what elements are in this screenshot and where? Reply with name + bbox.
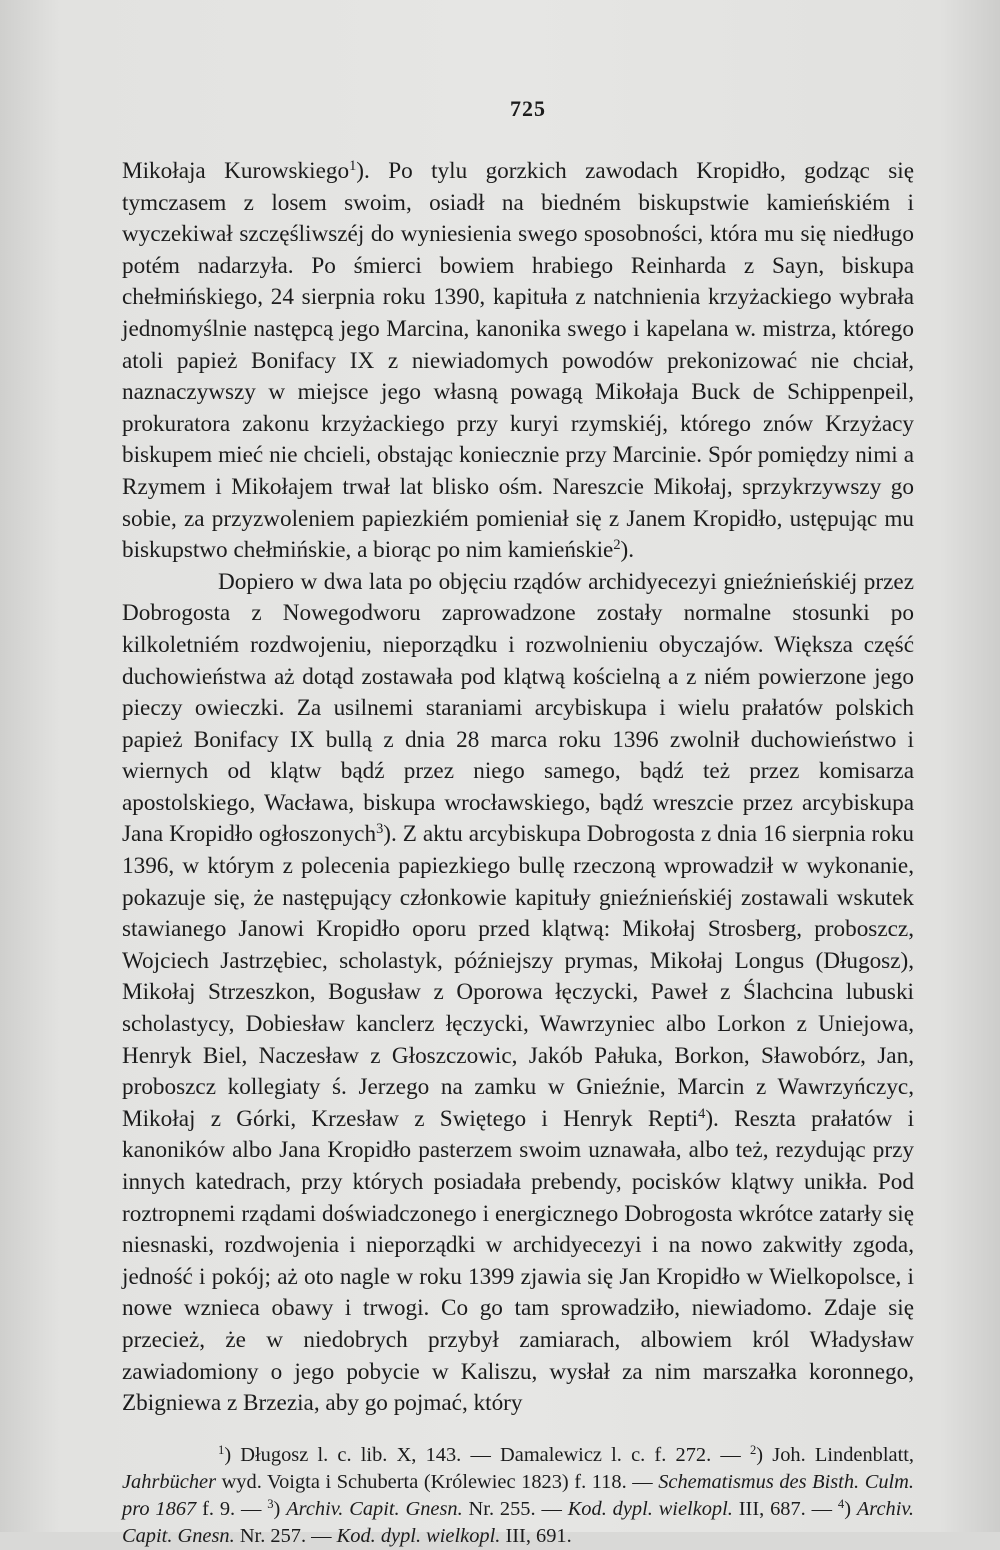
text-run: Nr. 257. —	[234, 1524, 337, 1547]
footnote-marker: 1	[218, 1442, 225, 1457]
text-run: )	[273, 1497, 287, 1520]
italic-text: Jahrbücher	[122, 1470, 216, 1493]
text-run: ).	[620, 537, 635, 564]
footnote-marker: 4	[837, 1496, 845, 1511]
italic-text: Schematismus des Bisth. Culm. pro 1867	[122, 1470, 914, 1520]
text-run: Nr. 255. —	[462, 1497, 568, 1520]
body-paragraph	[122, 156, 914, 567]
page-number: 725	[510, 96, 546, 121]
italic-text: Kod. dypl. wielkopl.	[567, 1497, 733, 1520]
text-run: ). Z aktu arcybiskupa Dobrogosta z dnia 16 sierpnia roku 1396, w którym z polecenia papiezkiego bullę rzeczoną wprowadził w wykonanie, pokazuje się, że następujący członkowie kapituły gnieźnieńskiéj zostawali wskutek stawianego Janowi Kropidło oporu przed klątwą: Mikołaj Strosberg, proboszcz, Wojciech Jastrzębiec, scholastyk, późniejszy prymas, Mikołaj Longus (Długosz), Mikołaj Strzeszkon, Bogusław z Oporowa łęczycki, Paweł z Ślachcina lubuski scholastycy, Dobiesław kanclerz łęczycki, Wawrzyniec albo Lorkon z Uniejowa, Henryk Biel, Naczesław z Głoszczowic, Jakób Pałuka, Borkon, Sławobórz, Jan, proboszcz kollegiaty ś. Jerzego na zamku w Gnieźnie, Marcin z Wawrzyńczyc, Mikołaj z Górki, Krzesław z Swiętego i Henryk Repti	[122, 821, 914, 1132]
text-run: wyd. Voigta i Schuberta (Królewiec 1823) f. 118. —	[216, 1470, 659, 1493]
text-run: ) Długosz l. c. lib. X, 143. — Damalewicz l. c. f. 272. —	[224, 1443, 750, 1466]
text-run: Dopiero w dwa lata po objęciu rządów archidyecezyi gnieźnieńskiéj przez Dobrogosta z Nowegodworu zaprowadzone zostały normalne stosunki po kilkoletniém rozdwojeniu, nieporządku i rozwolnieniu obyczajów. Większa część duchowieństwa aż dotąd zostawała pod klątwą kościelną a z niém powierzone jego pieczy owieczki. Za usilnemi staraniami arcybiskupa i wielu prałatów polskich papież Bonifacy IX bullą z dnia 28 marca roku 1396 zwolnił duchowieństwo i wiernych od klątw bądź przez niego samego, bądź też przez komisarza apostolskiego, Wacława, biskupa wrocławskiego, bądź wreszcie przez arcybiskupa Jana Kropidło ogłoszonych	[122, 568, 914, 848]
text-run: Mikołaja Kurowskiego	[122, 158, 350, 184]
italic-text: Archiv. Capit. Gnesn.	[286, 1497, 463, 1520]
body-text	[122, 156, 914, 1420]
text-run: ) Joh. Lindenblatt,	[756, 1443, 914, 1466]
text-run: ). Reszta prałatów i kanoników albo Jana Kropidło pasterzem swoim uznawała, albo też, rezydując przy innych katedrach, przy których posiadała prebendy, pocisków klątwy unikła. Pod roztropnemi rządami doświadczonego i energicznego Dobrogosta wkrótce zatarły się niesnaski, rozdwojenia i nieporządki w archidyecezyi i na nowo zakwitły zgoda, jedność i pokój; aż oto nagle w roku 1399 zjawia się Jan Kropidło w Wielkopolsce, i nowe wznieca obawy i trwogi. Co go tam sprowadziło, niewiadomo. Zdaje się przecież, że w niedobrych przybył zamiarach, albowiem król Władysław zawiadomiony o jego pobycie w Kaliszu, wysłał za nim marszałka koronnego, Zbigniewa z Brzezia, aby go pojmać, który	[122, 1105, 915, 1417]
text-run: ). Po tylu gorzkich zawodach Kropidło, godząc się tymczasem z losem swoim, osiadł na biedném biskupstwie kamieńskiém i wyczekiwał szczęśliwszéj do wyniesienia swego sposobności, która mu się niedługo potém nadarzyła. Po śmierci bowiem hrabiego Reinharda z Sayn, biskupa chełmińskiego, 24 sierpnia roku 1390, kapituła z natchnienia krzyżackiego wybrała jednomyślnie następcą jego Marcina, kanonika swego i kapelana w. mistrza, którego atoli papież Bonifacy IX z niewiadomych powodów prekonizować nie chciał, naznaczywszy w miejsce jego własną powagą Mikołaja Buck de Schippenpeil, prokuratora zakonu krzyżackiego przy kuryi rzymskiéj, którego znów Krzyżacy biskupem mieć nie chcieli, obstając koniecznie przy Marcinie. Spór pomiędzy nimi a Rzymem i Mikołajem trwał lat blisko ośm. Nareszcie Mikołaj, sprzykrzywszy go sobie, za przyzwoleniem papiezkiém pomieniał się z Janem Kropidło, ustępując mu biskupstwo chełmińskie, a biorąc po nim kamieńskie	[122, 158, 914, 564]
footnote-paragraph	[122, 1442, 914, 1550]
footnote-marker: 1	[349, 158, 357, 175]
body-paragraph	[122, 567, 914, 1420]
footnote-separator	[122, 1420, 914, 1442]
footnote-marker: 3	[267, 1496, 274, 1511]
text-run: III, 687. —	[732, 1497, 838, 1520]
footnote-marker: 4	[698, 1105, 706, 1122]
text-run: f. 9. —	[196, 1497, 268, 1520]
footnote-marker: 2	[613, 537, 621, 554]
italic-text: Kod. dypl. wielkopl.	[336, 1524, 501, 1547]
text-run: III, 691.	[500, 1524, 572, 1547]
footnotes	[122, 1442, 914, 1550]
italic-text: Archiv. Capit. Gnesn.	[122, 1497, 915, 1547]
text-run: )	[844, 1497, 857, 1520]
footnote-marker: 3	[376, 821, 384, 838]
footnote-marker: 2	[749, 1442, 757, 1457]
